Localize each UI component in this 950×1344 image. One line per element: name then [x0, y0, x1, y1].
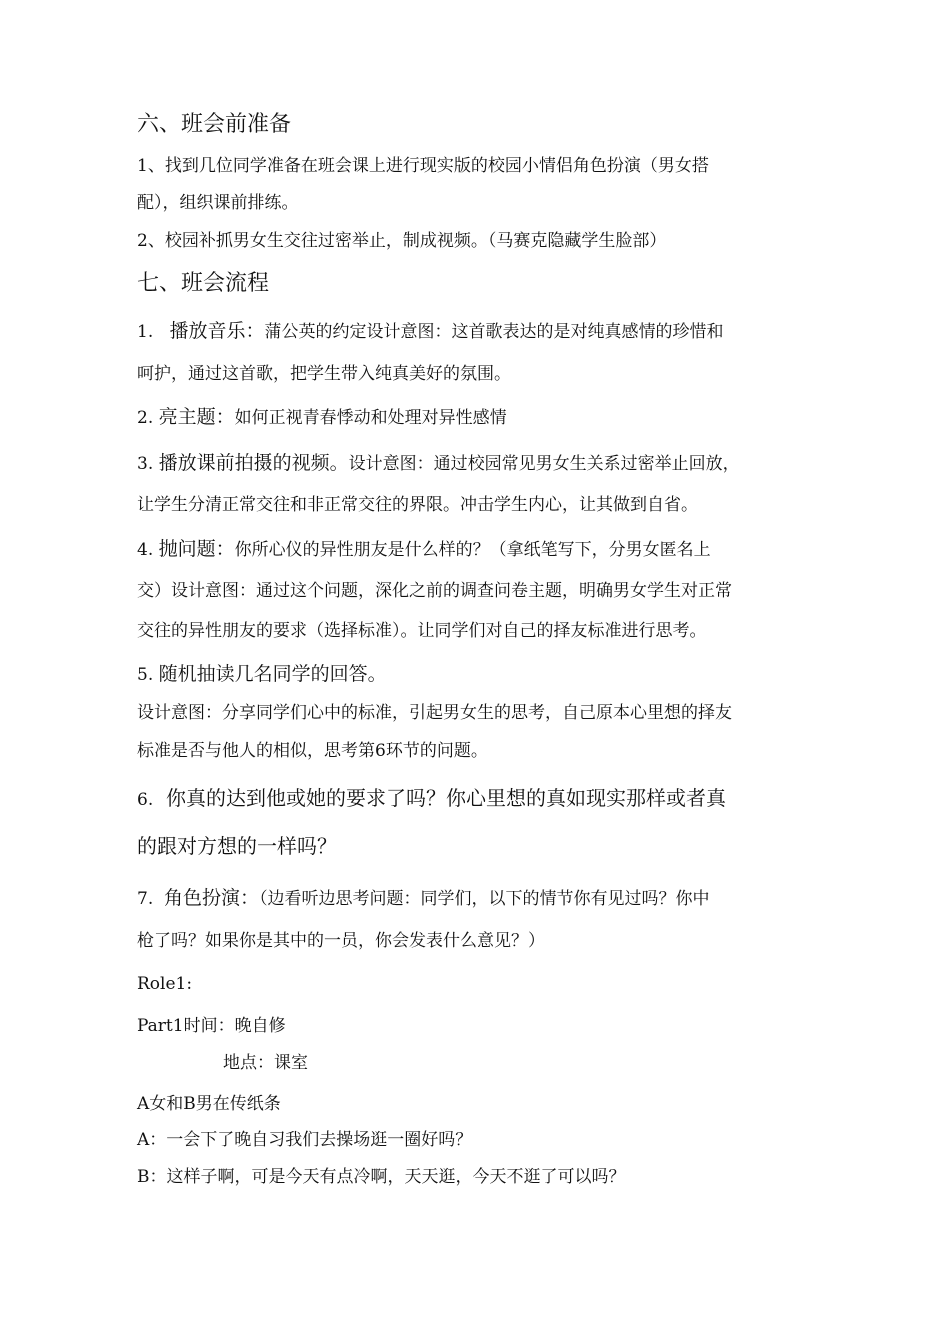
prep-item-2: 2、校园补抓男女生交往过密举止，制成视频。（马赛克隐藏学生脸部） — [137, 231, 667, 251]
step-2-text: 如何正视青春悸动和处理对异性感情 — [234, 408, 507, 428]
section-6-heading: 六、班会前准备 — [137, 112, 292, 137]
section-7-heading: 七、班会流程 — [137, 271, 270, 296]
step-1-number: 1. — [137, 322, 154, 342]
step-4-line-1 — [137, 538, 711, 561]
prep-item-1-line-1: 1、找到几位同学准备在班会课上进行现实版的校园小情侣角色扮演（男女搭 — [137, 156, 709, 176]
step-4-number: 4. — [137, 540, 154, 560]
step-3-number: 3. — [137, 454, 154, 474]
role-label: Role1: — [137, 974, 193, 994]
step-5-note-line-2: 标准是否与他人的相似，思考第6环节的问题。 — [137, 741, 488, 761]
step-5-note-line-1: 设计意图：分享同学们心中的标准，引起男女生的思考，自己原本心里想的择友 — [137, 703, 732, 723]
step-6-line-1 — [137, 785, 726, 813]
step-1-line-2: 呵护，通过这首歌，把学生带入纯真美好的氛围。 — [137, 364, 511, 384]
prep-item-1-line-2: 配），组织课前排练。 — [137, 193, 299, 213]
step-5-line — [137, 663, 387, 686]
step-1-text: 蒲公英的约定设计意图：这首歌表达的是对纯真感情的珍惜和 — [264, 322, 724, 342]
role-line-a: A：一会下了晚自习我们去操场逛一圈好吗？ — [137, 1130, 473, 1150]
step-1-line-1 — [137, 320, 723, 343]
role-line-b: B：这样子啊，可是今天有点冷啊，天天逛，今天不逛了可以吗？ — [137, 1167, 626, 1187]
step-2-line — [137, 406, 507, 429]
role-scene: A女和B男在传纸条 — [137, 1094, 281, 1114]
step-6-number: 6. — [137, 790, 154, 810]
step-7-text: （边看听边思考问题：同学们，以下的情节你有见过吗？你中 — [259, 889, 710, 909]
step-1-title: 播放音乐： — [169, 320, 265, 342]
step-6-line-2: 的跟对方想的一样吗？ — [137, 834, 337, 858]
step-3-title: 播放课前拍摄的视频。 — [158, 452, 349, 474]
step-4-text: 你所心仪的异性朋友是什么样的？（拿纸笔写下，分男女匿名上 — [234, 540, 711, 560]
step-4-line-3: 交往的异性朋友的要求（选择标准）。让同学们对自己的择友标准进行思考。 — [137, 621, 707, 641]
step-2-title: 亮主题： — [158, 406, 235, 428]
step-2-number: 2. — [137, 408, 154, 428]
step-3-line-2: 让学生分清正常交往和非正常交往的界限。冲击学生内心，让其做到自省。 — [137, 495, 698, 515]
step-7-number: 7. — [137, 889, 154, 909]
step-4-title: 抛问题： — [158, 538, 235, 560]
step-5-number: 5. — [137, 665, 154, 685]
role-place: 地点：课室 — [223, 1053, 308, 1073]
step-7-line-2: 枪了吗？如果你是其中的一员，你会发表什么意见？） — [137, 931, 545, 951]
step-4-line-2: 交）设计意图：通过这个问题，深化之前的调查问卷主题，明确男女学生对正常 — [137, 581, 732, 601]
step-5-title: 随机抽读几名同学的回答。 — [158, 663, 387, 685]
role-part-time: Part1时间：晚自修 — [137, 1016, 286, 1036]
step-7-line-1 — [137, 887, 710, 910]
step-3-line-1 — [137, 452, 740, 475]
step-3-text: 设计意图：通过校园常见男女生关系过密举止回放， — [348, 454, 740, 474]
step-6-text: 你真的达到他或她的要求了吗？你心里想的真如现实那样或者真 — [165, 786, 726, 810]
step-7-title: 角色扮演： — [164, 887, 260, 909]
